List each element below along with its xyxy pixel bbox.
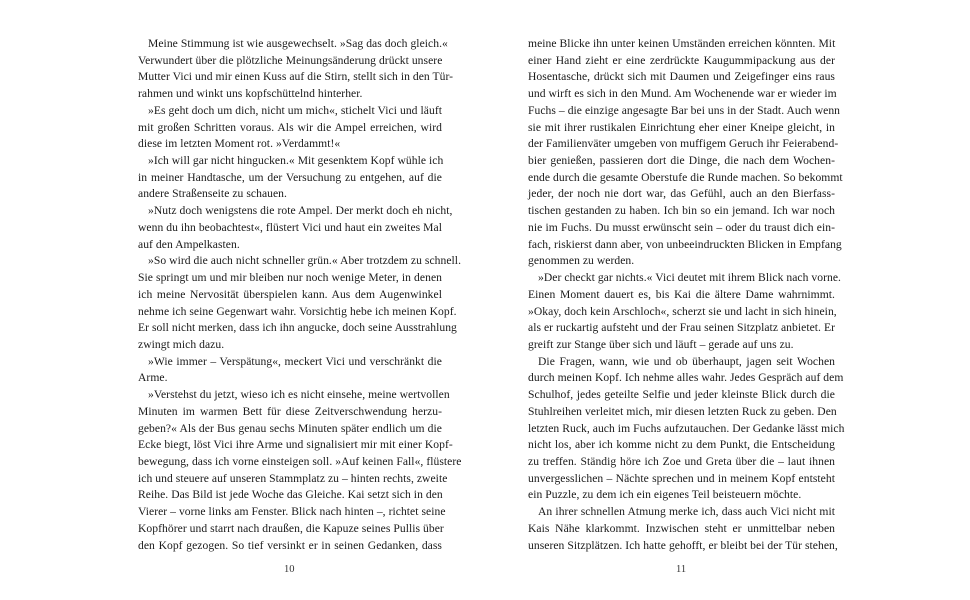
- text-line: andere Straßenseite zu schauen.: [138, 187, 287, 201]
- text-line: Hosentasche, drückt sich mit Daumen und Zeigefinger eins raus: [528, 70, 835, 84]
- text-line: Mutter Vici und mir einen Kuss auf die Stirn, stellt sich in den Tür-: [138, 70, 454, 84]
- text-line: wenn du ihn beobachtest«, flüstert Vici und haut ein zweites Mal: [138, 220, 442, 234]
- text-line: durch meinen Kopf. Ich nehme alles wahr. Jedes Gespräch auf dem: [528, 371, 844, 385]
- text-line: Arme.: [138, 371, 168, 385]
- text-line: »Nutz doch wenigstens die rote Ampel. Der merkt doch eh nicht,: [148, 204, 453, 218]
- text-line: »Es geht doch um dich, nicht um mich«, stichelt Vici und läuft: [148, 103, 442, 117]
- text-line: »Ich will gar nicht hingucken.« Mit gesenktem Kopf wühle ich: [148, 154, 444, 168]
- text-line: ich und steuere auf unseren Stammplatz zu – hinten rechts, zweite: [138, 471, 448, 485]
- text-line: einer Hand zieht er eine zerdrückte Kaugummipackung aus der: [528, 53, 835, 67]
- text-line: mit großen Schritten voraus. Als wir die Ampel erreichen, wird: [138, 120, 442, 134]
- text-line: den Kopf gezogen. So tief versinkt er in seinen Gedanken, dass: [138, 538, 442, 552]
- text-line: zu treffen. Ständig höre ich Zoe und Greta über die – laut ihnen: [528, 454, 835, 468]
- text-line: ende durch die gesamte Oberstufe die Runde machen. So bekommt: [528, 170, 843, 184]
- text-line: Stuhlreihen verleitet mich, mir diesen letzten Ruck zu geben. Den: [528, 404, 837, 418]
- text-line: Kais Nähe klarkommt. Inzwischen steht er unmittelbar neben: [528, 521, 835, 535]
- text-line: der Familienväter umgeben von muffigem Geruch ihr Feierabend-: [528, 137, 839, 151]
- text-line: greift zur Stange über sich und läuft – gerade auf uns zu.: [528, 337, 794, 351]
- text-line: sie mit ihrer rustikalen Einrichtung eher einer Kneipe gleicht, in: [528, 120, 835, 134]
- text-line: Fuchs – die einzige angesagte Bar bei uns in der Stadt. Auch wenn: [528, 103, 841, 117]
- left-page-text: [138, 36, 462, 554]
- text-line: Ecke biegt, löst Vici ihre Arme und signalisiert mir mit einer Kopf-: [138, 438, 453, 452]
- text-line: jeder, der noch nie dort war, das Gefühl, auch an den Bierfass-: [528, 187, 835, 201]
- text-line: »So wird die auch nicht schneller grün.« Aber trotzdem zu schnell.: [148, 254, 462, 268]
- text-line: meine Blicke ihn unter keinen Umständen erreichen könnten. Mit: [528, 37, 836, 50]
- text-line: unvergesslichen – Nächte sprechen und in meinem Kopf entsteht: [528, 471, 835, 485]
- text-line: Minuten im warmen Bett für diese Zeitverschwendung herzu-: [138, 404, 442, 418]
- text-line: Vierer – vorne links am Fenster. Blick nach hinten –, richtet seine: [138, 505, 446, 519]
- text-line: zwingt mich dazu.: [138, 337, 225, 351]
- text-line: Die Fragen, wann, wie und ob überhaupt, jagen seit Wochen: [538, 354, 835, 368]
- text-line: Kopfhörer und starrt nach draußen, die Kapuze seines Pullis über: [138, 521, 444, 535]
- text-line: geben?« Als der Bus genau sechs Minuten später endlich um die: [138, 421, 442, 435]
- page-number-left: 10: [284, 564, 295, 575]
- text-line: Meine Stimmung ist wie ausgewechselt. »Sag das doch gleich.«: [148, 37, 448, 50]
- text-line: nehme ich seine Gegenwart wahr. Vorsichtig hebe ich meinen Kopf.: [138, 304, 457, 318]
- text-line: auf den Ampelkasten.: [138, 237, 240, 251]
- text-line: Schulhof, jedes geteilte Selfie und jeder kleinste Blick durch die: [528, 388, 835, 402]
- text-line: »Okay, doch kein Arschloch«, scherzt sie und lacht in sich hinein,: [528, 304, 837, 318]
- text-line: bewegung, dass ich vorne einsteigen soll. »Auf keinen Fall«, flüstere: [138, 454, 462, 468]
- text-line: An ihrer schnellen Atmung merke ich, dass auch Vici nicht mit: [538, 505, 835, 519]
- text-line: Verwundert über die plötzliche Meinungsänderung drückt unsere: [138, 53, 443, 67]
- text-line: »Verstehst du jetzt, wieso ich es nicht einsehe, meine wertvollen: [148, 388, 450, 402]
- text-line: fach, riskierst dann aber, von unbeeindruckten Blicken in Empfang: [528, 237, 842, 251]
- text-line: »Der checkt gar nichts.« Vici deutet mit ihrem Blick nach vorne.: [538, 271, 841, 285]
- text-line: und wirft es sich in den Mund. Am Wochenende war er wieder im: [528, 87, 837, 101]
- page-number-right: 11: [676, 564, 687, 575]
- text-line: Einen Moment dauert es, bis Kai die ältere Dame wahrnimmt.: [528, 287, 835, 301]
- text-line: bier genießen, passieren dort die Dinge, die nach dem Wochen-: [528, 154, 835, 168]
- text-line: rahmen und winkt uns kopfschüttelnd hinterher.: [138, 87, 363, 101]
- text-line: letzten Ruck, auch im Fuchs aufzutauchen. Der Gedanke lässt mich: [528, 421, 845, 435]
- text-line: nie im Fuchs. Du musst erwünscht sein – oder du traust dich ein-: [528, 220, 835, 234]
- text-line: ein Puzzle, zu dem ich ein eigenes Teil beisteuern möchte.: [528, 488, 802, 502]
- text-line: genommen zu werden.: [528, 254, 635, 268]
- text-line: Reihe. Das Bild ist jede Woche das Gleiche. Kai setzt sich in den: [138, 488, 443, 502]
- text-line: tischen gestanden zu haben. Ich bin so ein jemand. Ich war noch: [528, 204, 835, 218]
- text-line: »Wie immer – Verspätung«, meckert Vici und verschränkt die: [148, 354, 442, 368]
- text-line: Er soll nicht merken, dass ich ihn angucke, doch seine Ausstrahlung: [138, 321, 457, 335]
- text-line: in meiner Handtasche, um der Versuchung zu entgehen, auf die: [138, 170, 442, 184]
- right-page-text: [528, 36, 845, 554]
- text-line: ich meine Nervosität überspielen kann. Aus dem Augenwinkel: [138, 287, 442, 301]
- text-line: als er ruckartig aufsteht und der Frau seinen Sitzplatz anbietet. Er: [528, 321, 835, 335]
- text-line: unseren Sitzplätzen. Ich hatte gehofft, er bleibt bei der Tür stehen,: [528, 538, 838, 552]
- text-line: nicht los, aber ich komme nicht zu dem Punkt, die Entscheidung: [528, 438, 835, 452]
- text-line: Sie springt um und mir bleiben nur noch wenige Meter, in denen: [138, 271, 442, 285]
- text-line: diese im letzten Moment rot. »Verdammt!«: [138, 137, 341, 151]
